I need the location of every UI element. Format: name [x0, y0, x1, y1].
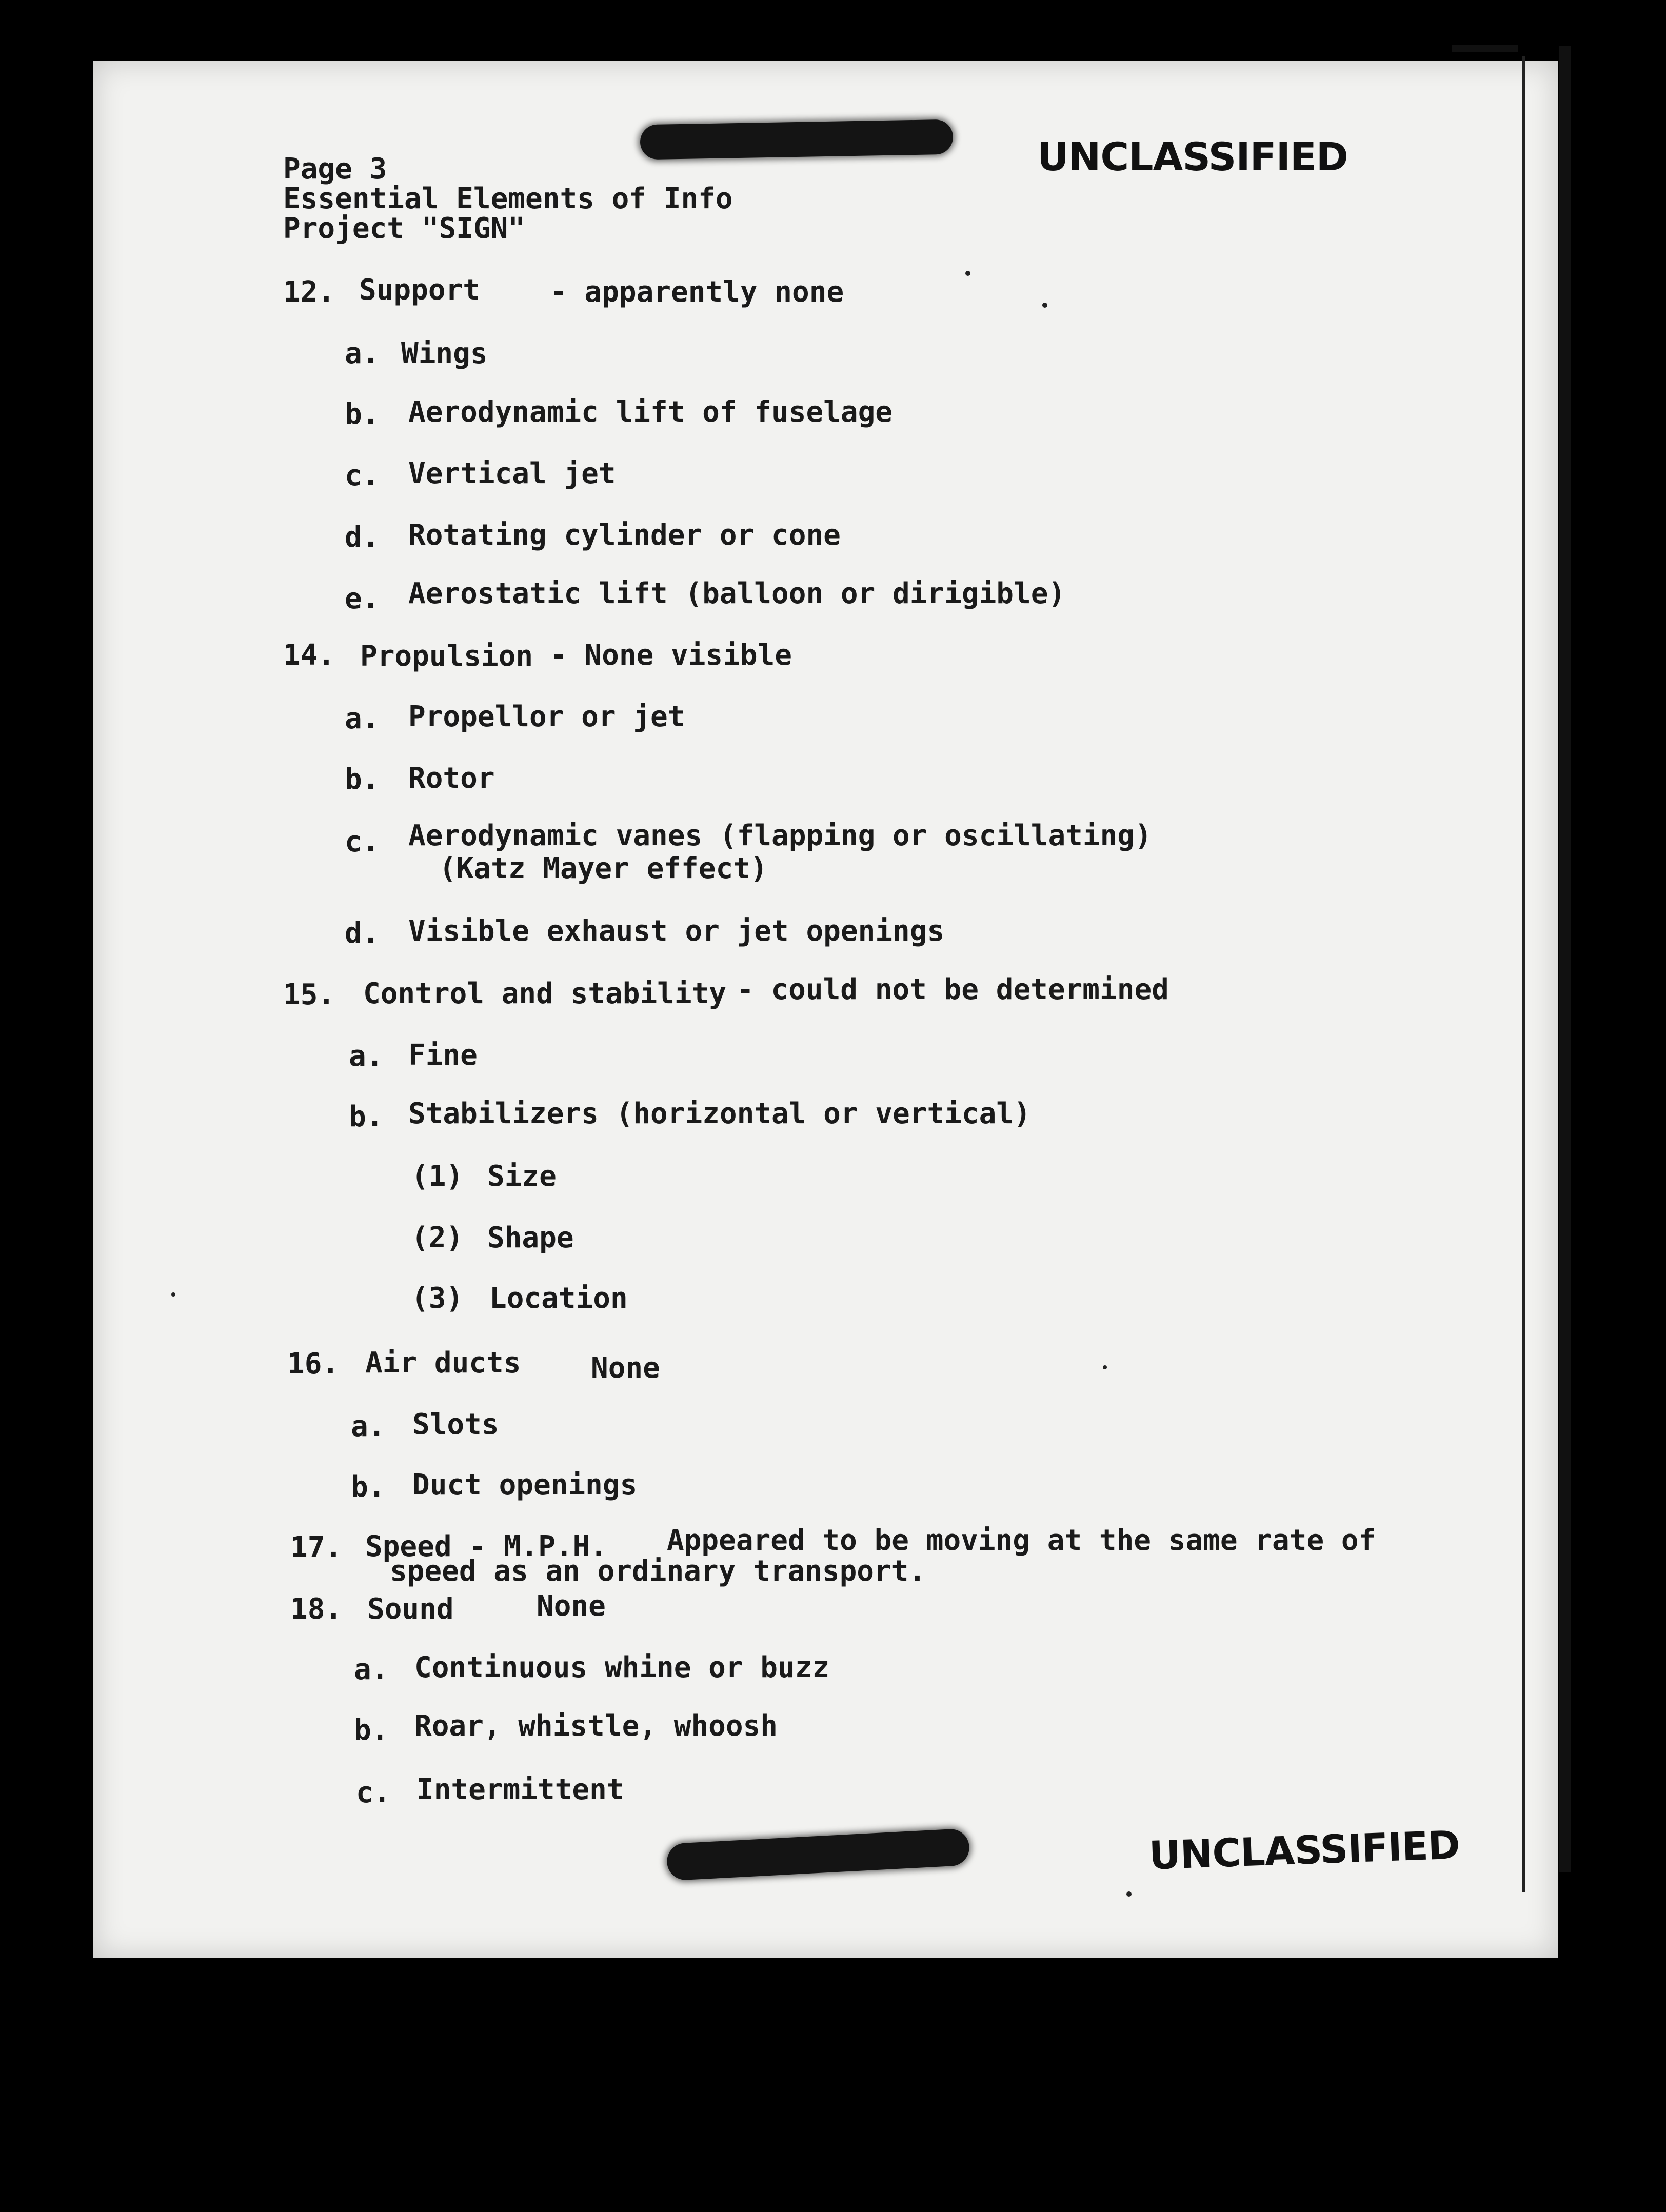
dust-speck: [171, 1292, 175, 1297]
sub-item-text: Duct openings: [412, 1468, 638, 1502]
sub-number: (3): [411, 1282, 464, 1315]
redaction-top: [640, 119, 953, 160]
item-note-continued: speed as an ordinary transport.: [390, 1555, 926, 1588]
sub-number: (1): [411, 1160, 464, 1193]
sub-letter: a.: [345, 702, 380, 735]
sub-item-text: Rotating cylinder or cone: [408, 519, 841, 552]
sub-letter: b.: [351, 1470, 386, 1504]
item-note: None: [591, 1351, 660, 1385]
corner-mark: [1452, 45, 1518, 52]
sub-item-text: Stabilizers (horizontal or vertical): [408, 1097, 1031, 1130]
sub-item-text: Aerostatic lift (balloon or dirigible): [408, 577, 1066, 610]
sub-item-text: Shape: [487, 1221, 574, 1254]
item-note: Appeared to be moving at the same rate of: [667, 1524, 1376, 1557]
item-number: 16.: [287, 1347, 340, 1381]
item-label: Sound: [367, 1592, 454, 1626]
document-subject: Essential Elements of Info: [283, 182, 733, 215]
sub-item-text: Location: [489, 1282, 628, 1315]
item-number: 18.: [290, 1592, 343, 1626]
item-label: Propulsion: [360, 640, 533, 673]
sub-item-text: Aerodynamic lift of fuselage: [408, 395, 893, 429]
sub-letter: c.: [345, 825, 380, 859]
sub-letter: a.: [354, 1653, 389, 1686]
item-note: None: [537, 1589, 606, 1623]
sub-item-text: Wings: [401, 337, 488, 370]
item-label: Control and stability: [363, 977, 727, 1010]
sub-letter: c.: [345, 459, 380, 492]
binding-edge: [1559, 46, 1571, 1872]
margin-line: [1522, 56, 1525, 1892]
sub-item-text: Continuous whine or buzz: [414, 1651, 830, 1684]
page-number: Page 3: [283, 152, 387, 186]
item-label: Speed - M.P.H.: [365, 1530, 608, 1563]
sub-letter: b.: [345, 397, 380, 431]
sub-letter: d.: [345, 916, 380, 950]
sub-number: (2): [411, 1221, 464, 1254]
project-name: Project "SIGN": [283, 212, 526, 245]
dust-speck: [1126, 1891, 1132, 1897]
sub-item-text: Roar, whistle, whoosh: [414, 1709, 778, 1743]
sub-item-text: Visible exhaust or jet openings: [408, 914, 945, 948]
sub-item-text: Slots: [412, 1408, 499, 1441]
item-note: - could not be determined: [737, 973, 1169, 1006]
classification-stamp-top: UNCLASSIFIED: [1037, 134, 1348, 180]
classification-stamp-bottom: UNCLASSIFIED: [1148, 1822, 1461, 1879]
item-note: - apparently none: [550, 275, 844, 309]
sub-letter: e.: [345, 582, 380, 615]
sub-item-text: Vertical jet: [408, 457, 616, 490]
item-label: Air ducts: [365, 1346, 521, 1380]
sub-item-text-continued: (Katz Mayer effect): [439, 852, 768, 885]
item-number: 15.: [283, 978, 335, 1011]
sub-letter: d.: [345, 521, 380, 554]
item-number: 12.: [283, 275, 335, 309]
sub-item-text: Size: [487, 1160, 557, 1193]
item-number: 17.: [290, 1531, 343, 1564]
sub-letter: a.: [351, 1410, 386, 1443]
dust-speck: [1103, 1365, 1107, 1369]
sub-item-text: Intermittent: [417, 1773, 624, 1806]
sub-letter: c.: [356, 1776, 391, 1809]
dust-speck: [965, 271, 970, 276]
sub-item-text: Aerodynamic vanes (flapping or oscillating): [408, 819, 1152, 852]
dust-speck: [1042, 303, 1047, 308]
sub-letter: a.: [349, 1040, 384, 1073]
sub-letter: b.: [349, 1100, 384, 1133]
item-label: Support: [359, 273, 481, 307]
sub-letter: b.: [345, 763, 380, 796]
item-note: - None visible: [550, 639, 792, 672]
sub-item-text: Fine: [408, 1039, 478, 1072]
sub-item-text: Rotor: [408, 762, 495, 795]
item-number: 14.: [283, 639, 335, 672]
sub-item-text: Propellor or jet: [408, 700, 685, 733]
sub-letter: a.: [345, 337, 380, 370]
sub-letter: b.: [354, 1713, 389, 1747]
